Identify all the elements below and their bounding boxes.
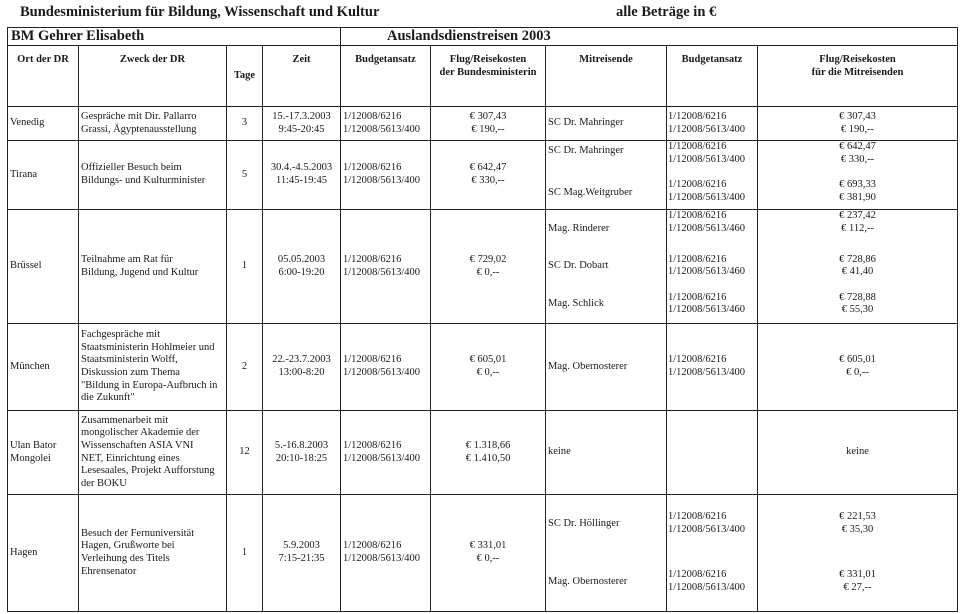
traveler-cost bbox=[758, 285, 957, 323]
col-header-kosten-bm-line2: der Bundesministerin bbox=[439, 66, 537, 78]
zeit-cell bbox=[263, 324, 341, 411]
sub-stack bbox=[667, 324, 757, 410]
budget-cell bbox=[341, 411, 431, 495]
tage-cell: 3 bbox=[227, 107, 263, 141]
traveler-cost-line: € 41,40 bbox=[841, 266, 874, 278]
kosten-bm-cell bbox=[431, 141, 546, 210]
zweck-line: der BOKU bbox=[81, 477, 127, 489]
traveler-cost-line: € 0,-- bbox=[846, 367, 869, 378]
zweck-line: "Bildung in Europa-Aufbruch in bbox=[81, 379, 218, 391]
zweck-line: Bildung, Jugend und Kultur bbox=[81, 266, 199, 278]
traveler-budget bbox=[667, 175, 757, 209]
traveler-cost bbox=[758, 495, 957, 553]
kosten-bm-line: € 190,-- bbox=[471, 123, 505, 135]
zweck-line: Fachgespräche mit bbox=[81, 329, 161, 341]
kosten-bm-cell bbox=[431, 495, 546, 612]
ort-line: Brüssel bbox=[10, 260, 42, 272]
zeit-line: 05.05.2003 bbox=[277, 253, 326, 265]
mitreisende-cell bbox=[546, 411, 667, 495]
traveler-budget bbox=[667, 411, 757, 494]
sub-stack bbox=[546, 324, 666, 410]
zweck-line: mongolischer Akademie der bbox=[81, 427, 200, 439]
sub-stack bbox=[546, 141, 666, 209]
zweck-cell bbox=[79, 141, 227, 210]
ort-cell bbox=[8, 324, 79, 411]
zweck-cell bbox=[79, 495, 227, 612]
zeit-line: 5.9.2003 bbox=[283, 540, 320, 552]
traveler-budget-line: 1/12008/6216 bbox=[668, 511, 727, 523]
sub-stack bbox=[546, 411, 666, 494]
ort-cell bbox=[8, 411, 79, 495]
traveler-cost-line: € 728,88 bbox=[839, 291, 876, 303]
zweck-cell bbox=[79, 210, 227, 324]
zweck-line: die Zukunft" bbox=[81, 392, 135, 404]
traveler-name: SC Dr. Mahringer bbox=[548, 145, 624, 156]
traveler-cost-line: € 642,47 bbox=[839, 141, 876, 152]
zeit-line: 13:00-8:20 bbox=[278, 367, 325, 378]
traveler-budget bbox=[667, 210, 757, 248]
zweck-line: Ehrensenator bbox=[81, 565, 137, 577]
traveler-cost bbox=[758, 553, 957, 611]
traveler-cost-line: € 307,43 bbox=[839, 110, 876, 122]
traveler-budget-line: 1/12008/6216 bbox=[668, 141, 727, 152]
traveler-cost-line: € 55,30 bbox=[841, 304, 874, 316]
person-name: BM Gehrer Elisabeth bbox=[8, 28, 341, 46]
zeit-line: 30.4.-4.5.2003 bbox=[270, 162, 333, 174]
budget-line: 1/12008/5613/400 bbox=[343, 452, 421, 464]
sub-stack bbox=[667, 210, 757, 323]
traveler-budget bbox=[667, 285, 757, 323]
col-header-kosten-mit-line1: Flug/Reisekosten bbox=[819, 54, 896, 65]
traveler-name: Mag. Rinderer bbox=[548, 222, 610, 234]
ort-line: Venedig bbox=[10, 117, 45, 129]
budget-line: 1/12008/6216 bbox=[343, 162, 402, 174]
zweck-line: Bildungs- und Kulturminister bbox=[81, 175, 206, 186]
traveler-budget-line: 1/12008/5613/400 bbox=[668, 582, 746, 593]
col-header-ort: Ort der DR bbox=[8, 46, 79, 107]
zweck-cell bbox=[79, 411, 227, 495]
kosten-bm-line: € 330,-- bbox=[471, 175, 505, 186]
traveler-name: SC Mag.Weitgruber bbox=[548, 186, 633, 198]
sub-stack bbox=[546, 495, 666, 611]
kosten-mit-cell bbox=[758, 107, 958, 141]
kosten-mit-cell bbox=[758, 324, 958, 411]
budget-cell bbox=[341, 107, 431, 141]
kosten-bm-cell bbox=[431, 107, 546, 141]
ort-line: München bbox=[10, 360, 50, 372]
budget-cell bbox=[341, 141, 431, 210]
budget-mit-cell bbox=[667, 324, 758, 411]
budget-line: 1/12008/5613/400 bbox=[343, 266, 421, 278]
traveler-name: Mag. Schlick bbox=[548, 297, 604, 309]
kosten-bm-line: € 0,-- bbox=[476, 266, 500, 278]
sub-stack bbox=[758, 495, 957, 611]
traveler-cost-line: € 27,-- bbox=[843, 582, 872, 593]
traveler-budget bbox=[667, 495, 757, 553]
traveler-cost-line: € 381,90 bbox=[839, 192, 876, 203]
zeit-line: 5.-16.8.2003 bbox=[274, 439, 329, 451]
traveler-budget-line: 1/12008/6216 bbox=[668, 291, 727, 303]
kosten-bm-cell bbox=[431, 411, 546, 495]
tage-cell: 12 bbox=[227, 411, 263, 495]
tage-cell: 2 bbox=[227, 324, 263, 411]
zeit-line: 15.-17.3.2003 bbox=[272, 110, 331, 122]
zweck-line: Staatsministerin Hohlmeier und bbox=[81, 341, 215, 353]
traveler-budget-line: 1/12008/5613/460 bbox=[668, 304, 746, 316]
traveler-budget bbox=[667, 141, 757, 175]
zeit-line: 7:15-21:35 bbox=[278, 553, 325, 564]
traveler-cost bbox=[758, 141, 957, 175]
traveler-cost-line: € 728,86 bbox=[839, 253, 876, 265]
ort-line: Tirana bbox=[10, 168, 38, 180]
budget-mit-cell bbox=[667, 495, 758, 612]
traveler-cost bbox=[758, 175, 957, 209]
col-header-kosten-bm-line1: Flug/Reisekosten bbox=[449, 54, 527, 65]
zweck-line: Gespräche mit Dir. Pallarro bbox=[81, 110, 197, 122]
mitreisende-cell bbox=[546, 495, 667, 612]
kosten-bm-line: € 307,43 bbox=[469, 110, 507, 122]
traveler-name: SC Dr. Mahringer bbox=[548, 117, 624, 129]
sub-stack bbox=[758, 210, 957, 323]
kosten-bm-line: € 0,-- bbox=[476, 553, 500, 564]
traveler-cost bbox=[758, 107, 957, 140]
zweck-line: Grassi, Ägyptenausstellung bbox=[81, 123, 197, 135]
traveler-cost-line: € 190,-- bbox=[840, 123, 875, 135]
traveler-budget-line: 1/12008/6216 bbox=[668, 253, 727, 265]
kosten-bm-line: € 605,01 bbox=[469, 354, 507, 366]
traveler-budget-line: 1/12008/6216 bbox=[668, 354, 727, 366]
table-title-row bbox=[8, 28, 958, 46]
zeit-line: 9:45-20:45 bbox=[278, 123, 325, 135]
traveler-budget-line: 1/12008/6216 bbox=[668, 179, 727, 191]
ministry-heading: Bundesministerium für Bildung, Wissenschaft und Kultur bbox=[20, 4, 380, 20]
kosten-mit-cell bbox=[758, 411, 958, 495]
traveler-budget-line: 1/12008/6216 bbox=[668, 569, 727, 581]
traveler-budget-line: 1/12008/5613/400 bbox=[668, 123, 746, 135]
table-row bbox=[8, 495, 958, 612]
ort-line: Hagen bbox=[10, 546, 38, 558]
sub-stack bbox=[667, 141, 757, 209]
traveler-cost-line: € 693,33 bbox=[839, 179, 876, 191]
ort-cell bbox=[8, 495, 79, 612]
zeit-line: 6:00-19:20 bbox=[278, 266, 325, 278]
traveler-budget-line: 1/12008/5613/400 bbox=[668, 524, 746, 535]
mitreisende-cell bbox=[546, 210, 667, 324]
sub-stack bbox=[667, 495, 757, 611]
col-header-budget: Budgetansatz bbox=[341, 46, 431, 107]
currency-note: alle Beträge in € bbox=[616, 4, 717, 20]
budget-line: 1/12008/6216 bbox=[343, 110, 402, 122]
zeit-cell bbox=[263, 141, 341, 210]
zweck-cell bbox=[79, 107, 227, 141]
traveler-budget bbox=[667, 553, 757, 611]
sub-stack bbox=[546, 107, 666, 140]
traveler-name: Mag. Obernosterer bbox=[548, 575, 628, 587]
budget-line: 1/12008/5613/400 bbox=[343, 175, 421, 186]
zweck-cell bbox=[79, 324, 227, 411]
sub-stack bbox=[667, 411, 757, 494]
mitreisende-cell bbox=[546, 141, 667, 210]
traveler-cost-line: € 331,01 bbox=[839, 569, 876, 581]
tage-cell: 1 bbox=[227, 495, 263, 612]
mitreisende-cell bbox=[546, 107, 667, 141]
zeit-line: 11:45-19:45 bbox=[276, 175, 327, 186]
tage-cell: 1 bbox=[227, 210, 263, 324]
traveler-cost-line: € 605,01 bbox=[839, 354, 876, 366]
traveler-budget-line: 1/12008/6216 bbox=[668, 210, 727, 221]
col-header-zeit: Zeit bbox=[263, 46, 341, 107]
traveler-budget-line: 1/12008/5613/460 bbox=[668, 222, 746, 234]
table-title: Auslandsdienstreisen 2003 bbox=[341, 28, 958, 46]
traveler-budget bbox=[667, 248, 757, 286]
traveler-cost-line: keine bbox=[846, 446, 869, 458]
zeit-cell bbox=[263, 495, 341, 612]
zeit-cell bbox=[263, 210, 341, 324]
traveler-cost bbox=[758, 210, 957, 248]
zeit-line: 20:10-18:25 bbox=[275, 452, 328, 464]
sub-stack bbox=[546, 210, 666, 323]
budget-mit-cell bbox=[667, 107, 758, 141]
budget-line: 1/12008/5613/400 bbox=[343, 123, 421, 135]
traveler-name: SC Dr. Höllinger bbox=[548, 517, 620, 529]
kosten-mit-cell bbox=[758, 495, 958, 612]
zeit-cell bbox=[263, 411, 341, 495]
budget-cell bbox=[341, 324, 431, 411]
table-row bbox=[8, 107, 958, 141]
traveler-name: SC Dr. Dobart bbox=[548, 260, 609, 272]
budget-line: 1/12008/5613/400 bbox=[343, 553, 421, 564]
traveler-cost-line: € 35,30 bbox=[841, 524, 874, 535]
kosten-bm-line: € 0,-- bbox=[476, 367, 500, 378]
ort-cell bbox=[8, 141, 79, 210]
zweck-line: Hagen, Grußworte bei bbox=[81, 540, 175, 552]
budget-mit-cell bbox=[667, 141, 758, 210]
kosten-mit-cell bbox=[758, 210, 958, 324]
traveler-name: Mag. Obernosterer bbox=[548, 360, 628, 372]
budget-line: 1/12008/6216 bbox=[343, 253, 402, 265]
tage-cell: 5 bbox=[227, 141, 263, 210]
table-row bbox=[8, 210, 958, 324]
col-header-budget-mit: Budgetansatz bbox=[667, 46, 758, 107]
col-header-mitreisende: Mitreisende bbox=[546, 46, 667, 107]
traveler-budget bbox=[667, 107, 757, 140]
budget-cell bbox=[341, 210, 431, 324]
traveler-budget-line: 1/12008/5613/400 bbox=[668, 192, 746, 203]
traveler-cost-line: € 221,53 bbox=[839, 511, 876, 523]
budget-mit-cell bbox=[667, 210, 758, 324]
kosten-bm-line: € 642,47 bbox=[469, 162, 507, 174]
col-header-zweck: Zweck der DR bbox=[79, 46, 227, 107]
kosten-bm-line: € 1.410,50 bbox=[465, 452, 511, 464]
traveler-cost-line: € 112,-- bbox=[841, 222, 874, 234]
col-header-kosten-mit-line2: für die Mitreisenden bbox=[811, 66, 904, 78]
table-row bbox=[8, 411, 958, 495]
kosten-bm-cell bbox=[431, 210, 546, 324]
traveler-budget-line: 1/12008/5613/400 bbox=[668, 367, 746, 378]
col-header-tage: Tage bbox=[227, 46, 263, 107]
traveler-cost bbox=[758, 248, 957, 286]
header-row bbox=[8, 46, 958, 107]
col-header-kosten-bm bbox=[431, 46, 546, 107]
table-row bbox=[8, 141, 958, 210]
col-header-kosten-mit bbox=[758, 46, 958, 107]
kosten-bm-line: € 331,01 bbox=[469, 540, 507, 552]
zweck-line: Staatsministerin Wolff, bbox=[81, 354, 178, 366]
zweck-line: Zusammenarbeit mit bbox=[81, 414, 169, 426]
ort-cell bbox=[8, 210, 79, 324]
zweck-line: Wissenschaften ASIA VNI bbox=[81, 439, 194, 451]
kosten-bm-line: € 729,02 bbox=[469, 253, 507, 265]
budget-line: 1/12008/6216 bbox=[343, 439, 402, 451]
traveler-cost bbox=[758, 324, 957, 410]
zweck-line: Verleihung des Titels bbox=[81, 553, 170, 564]
budget-line: 1/12008/6216 bbox=[343, 354, 402, 366]
traveler-cost bbox=[758, 411, 957, 494]
budget-cell bbox=[341, 495, 431, 612]
traveler-budget-line: 1/12008/6216 bbox=[668, 110, 727, 122]
traveler-cost-line: € 330,-- bbox=[840, 153, 875, 165]
zweck-line: NET, Einrichtung eines bbox=[81, 452, 180, 464]
traveler-budget-line: 1/12008/5613/460 bbox=[668, 266, 746, 278]
kosten-bm-cell bbox=[431, 324, 546, 411]
ort-line: Ulan Bator bbox=[10, 439, 57, 451]
ort-cell bbox=[8, 107, 79, 141]
ort-line: Mongolei bbox=[10, 452, 51, 464]
zweck-line: Besuch der Fernuniversität bbox=[81, 527, 195, 539]
budget-mit-cell bbox=[667, 411, 758, 495]
traveler-cost-line: € 237,42 bbox=[839, 210, 876, 221]
zweck-line: Offizieller Besuch beim bbox=[81, 162, 182, 174]
table-row bbox=[8, 324, 958, 411]
kosten-bm-line: € 1.318,66 bbox=[465, 439, 511, 451]
travel-table bbox=[7, 27, 958, 612]
budget-line: 1/12008/6216 bbox=[343, 540, 402, 552]
sub-stack bbox=[758, 411, 957, 494]
zweck-line: Lesesaales, Projekt Aufforstung bbox=[81, 465, 215, 477]
zweck-line: Diskussion zum Thema bbox=[81, 367, 180, 378]
sub-stack bbox=[667, 107, 757, 140]
zeit-cell bbox=[263, 107, 341, 141]
traveler-budget bbox=[667, 324, 757, 410]
kosten-mit-cell bbox=[758, 141, 958, 210]
sub-stack bbox=[758, 324, 957, 410]
sub-stack bbox=[758, 141, 957, 209]
zeit-line: 22.-23.7.2003 bbox=[272, 354, 331, 366]
sub-stack bbox=[758, 107, 957, 140]
zweck-line: Teilnahme am Rat für bbox=[81, 253, 173, 265]
mitreisende-cell bbox=[546, 324, 667, 411]
traveler-name: keine bbox=[548, 446, 571, 458]
traveler-budget-line: 1/12008/5613/400 bbox=[668, 153, 746, 165]
budget-line: 1/12008/5613/400 bbox=[343, 367, 421, 378]
